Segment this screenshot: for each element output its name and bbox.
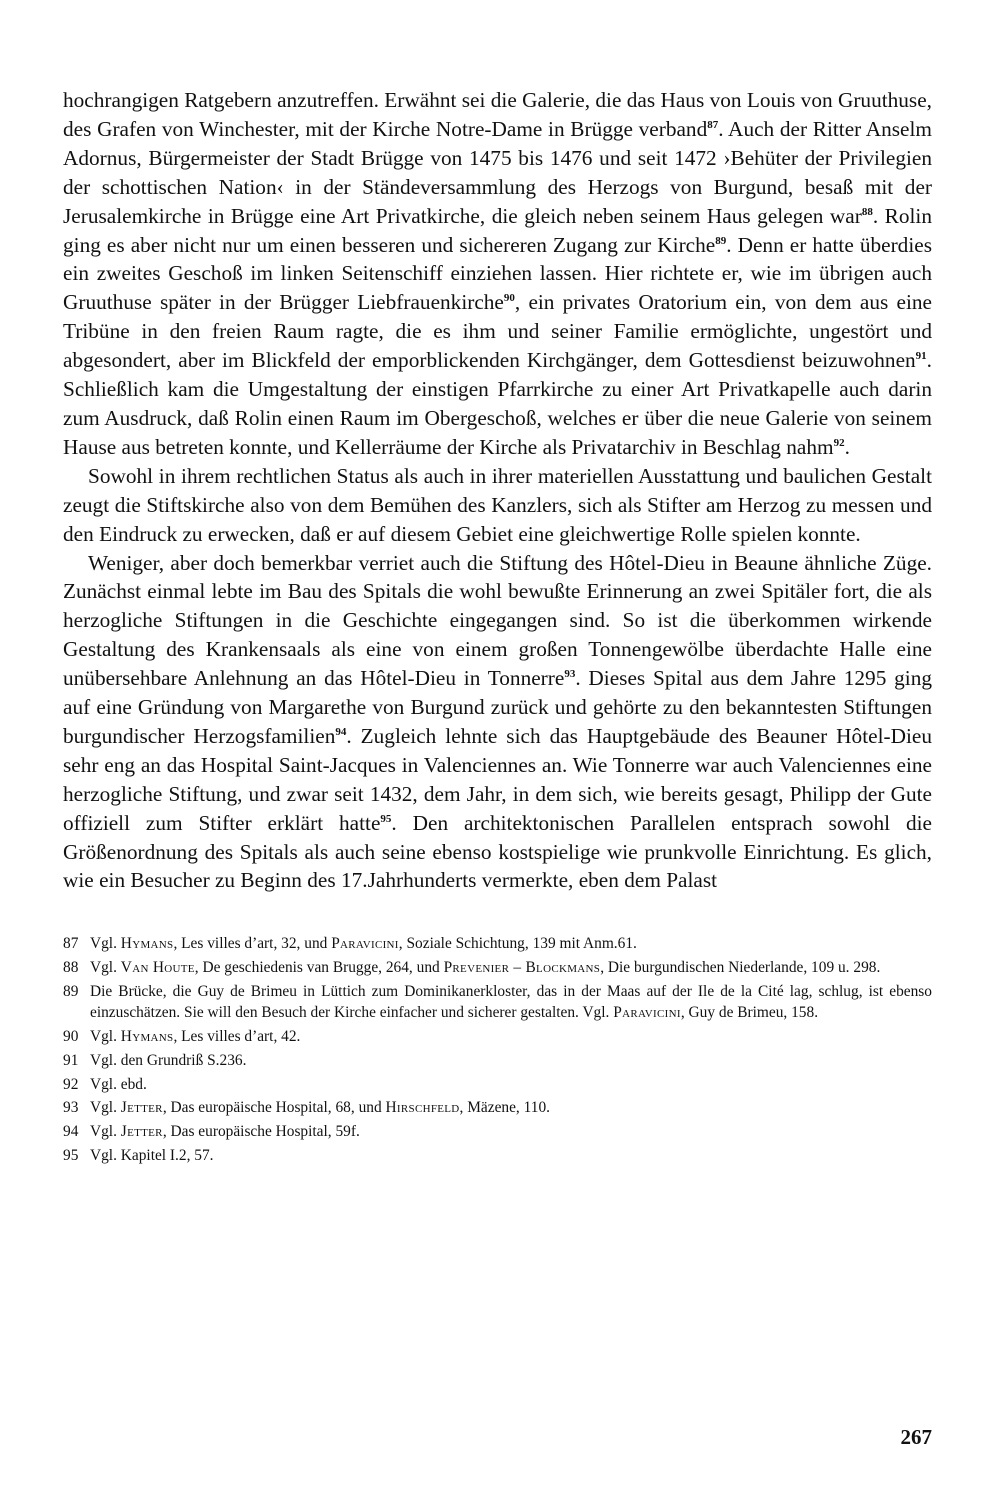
author-name: Jetter xyxy=(120,1123,163,1141)
text-run: , ein privates Oratorium ein, von dem aus eine Tribüne in den freien Raum ragte, die es ihm und seiner Familie ermöglichte, ungestört und abgesondert, aber im Blickfeld der emporblickenden Kirchgänger, dem Gottesdienst beizuwohnen xyxy=(63,290,932,373)
text-run: . Dieses Spital aus dem Jahre 1295 ging auf eine Gründung von Margarethe von Burgund zurück und gehörte zu den bekanntesten Stiftungen burgundischer Herzogsfamilien xyxy=(63,666,932,748)
page-number: 267 xyxy=(900,1425,932,1449)
footnote-text xyxy=(90,1097,932,1118)
author-name: Jetter xyxy=(120,1099,163,1117)
footnote-text xyxy=(90,1050,932,1071)
footnote-text-run: , Les villes d’art, 32, und xyxy=(173,935,332,953)
author-name: Hirschfeld xyxy=(385,1099,460,1117)
footnote-text-run: , Das europäische Hospital, 68, und xyxy=(162,1099,386,1117)
author-name: Paravicini xyxy=(613,1004,681,1022)
footnote-text-run: Vgl. xyxy=(90,1123,121,1141)
footnotes-section xyxy=(63,933,932,1166)
author-name: Paravicini xyxy=(331,935,399,953)
footnote-text-run: Vgl. xyxy=(90,959,121,977)
text-run: hochrangigen Ratgebern anzutreffen. Erwähnt sei die Galerie, die das Haus von Louis von Gruuthuse, des Grafen von Winchester, mit der Kirche Notre-Dame in Brügge verband xyxy=(63,88,932,141)
text-run: . xyxy=(844,434,850,459)
footnote-text-run: Vgl. Kapitel I.2, 57. xyxy=(90,1147,214,1165)
text-run: . Zugleich lehnte sich das Hauptgebäude des Beauner Hôtel-Dieu sehr eng an das Hospital Saint-Jacques in Valenciennes an. Wie Tonnerre war auch Valenciennes eine herzogliche Stiftung, und zwar seit 1432, dem Jahr, in dem sich, wie bereits gesagt, Philipp der Gute offiziell zum Stifter erklärt hatte xyxy=(63,723,932,835)
footnote-text xyxy=(90,1026,932,1047)
footnote-91 xyxy=(63,1050,932,1071)
footnote-93 xyxy=(63,1097,932,1118)
text-run: . Rolin ging es aber nicht nur um einen besseren und sichereren Zugang zur Kirche xyxy=(63,203,932,257)
footnote-text xyxy=(90,1121,932,1142)
footnote-text-run: , Das europäische Hospital, 59f. xyxy=(162,1123,360,1141)
footnote-text-run: , Die burgundischen Niederlande, 109 u. 298. xyxy=(600,959,881,977)
footnote-text xyxy=(90,957,932,978)
footnote-text-run: Vgl. ebd. xyxy=(90,1075,147,1093)
footnote-88 xyxy=(63,957,932,978)
footnote-ref-90[interactable]: 90 xyxy=(503,292,515,305)
footnote-89 xyxy=(63,981,932,1024)
author-name: Prevenier – Blockmans xyxy=(443,959,601,977)
body-paragraph-3 xyxy=(63,549,932,896)
footnote-text-run: Vgl. xyxy=(90,1028,121,1046)
footnote-ref-91[interactable]: 91 xyxy=(915,350,927,363)
footnote-87 xyxy=(63,933,932,954)
footnote-number: 92 xyxy=(63,1075,79,1093)
author-name: Hymans xyxy=(120,935,174,953)
footnote-number: 87 xyxy=(63,935,79,953)
footnote-text-run: , Guy de Brimeu, 158. xyxy=(680,1004,819,1022)
footnote-number: 93 xyxy=(63,1099,79,1117)
author-name: Hymans xyxy=(120,1028,174,1046)
footnote-ref-95[interactable]: 95 xyxy=(380,812,392,825)
footnote-text xyxy=(90,981,932,1024)
footnote-ref-89[interactable]: 89 xyxy=(715,234,727,247)
footnote-ref-87[interactable]: 87 xyxy=(707,118,719,131)
footnote-text-run: Vgl. den Grundriß S.236. xyxy=(90,1051,247,1069)
footnote-number: 88 xyxy=(63,959,79,977)
text-run: Weniger, aber doch bemerkbar verriet auch die Stiftung des Hôtel-Dieu in Beaune ähnliche Züge. Zunächst einmal lebte im Bau des Spitals die wohl bewußte Erinnerung an zwei Spitäler fort, die als herzogliche Stiftungen in die Geschichte eingegangen sind. So ist die überkommen wirkende Gestaltung des Krankensaals als eine von einem großen Tonnengewölbe überdachte Halle eine unübersehbare Anlehnung an das Hôtel-Dieu in Tonnerre xyxy=(63,550,932,691)
footnote-92 xyxy=(63,1074,932,1095)
footnote-text-run: , De geschiedenis van Brugge, 264, und xyxy=(194,959,444,977)
footnote-ref-93[interactable]: 93 xyxy=(564,668,576,681)
body-paragraph-2: Sowohl in ihrem rechtlichen Status als auch in ihrer materiellen Ausstattung und baulichen Gestalt zeugt die Stiftskirche also von dem Bemühen des Kanzlers, sich als Stifter am Herzog zu messen und den Eindruck zu erwecken, daß er auf diesem Gebiet eine gleichwertige Rolle spielen konnte. xyxy=(63,463,932,546)
footnote-separator xyxy=(63,895,932,933)
footnote-text xyxy=(90,933,932,954)
text-run: . Auch der Ritter Anselm Adornus, Bürgermeister der Stadt Brügge von 1475 bis 1476 und seit 1472 ›Behüter der Privilegien der schottischen Nation‹ in der Ständeversammlung des Herzogs von Burgund, besaß mit der Jerusalemkirche in Brügge eine Art Privatkirche, die gleich neben seinem Haus gelegen war xyxy=(63,116,932,228)
footnote-ref-92[interactable]: 92 xyxy=(833,436,845,449)
footnote-text xyxy=(90,1145,932,1166)
page-content xyxy=(63,86,932,1169)
footnote-text xyxy=(90,1074,932,1095)
author-name: Van Houte xyxy=(120,959,195,977)
footnote-number: 89 xyxy=(63,982,79,1000)
footnote-text-run: , Mäzene, 110. xyxy=(459,1099,550,1117)
footnote-text-run: Die Brücke, die Guy de Brimeu in Lüttich zum Dominikanerkloster, das in der Maas auf der Ile de la Cité lag, schlug, ist ebenso einzuschätzen. Sie will den Besuch der Kirche einfacher und sicherer gestalten. Vgl. xyxy=(90,982,932,1022)
body-paragraph-1 xyxy=(63,86,932,462)
footnote-number: 94 xyxy=(63,1123,79,1141)
footnote-ref-88[interactable]: 88 xyxy=(861,205,873,218)
footnote-95 xyxy=(63,1145,932,1166)
text-run: . Den architektonischen Parallelen entsprach sowohl die Größenordnung des Spitals als auch seine ebenso kostspielige wie prunkvolle Einrichtung. Es glich, wie ein Besucher zu Beginn des 17.Jahrhunderts vermerkte, eben dem Palast xyxy=(63,810,932,893)
footnote-number: 91 xyxy=(63,1051,79,1069)
footnote-94 xyxy=(63,1121,932,1142)
footnote-ref-94[interactable]: 94 xyxy=(335,725,347,738)
text-run: . Schließlich kam die Umgestaltung der einstigen Pfarrkirche zu einer Art Privatkapelle auch darin zum Ausdruck, daß Rolin einen Raum im Obergeschoß, welches er über die neue Galerie von seinem Hause aus betreten konnte, und Kellerräume der Kirche als Privatarchiv in Beschlag nahm xyxy=(63,348,932,459)
footnote-number: 95 xyxy=(63,1147,79,1165)
footnote-90 xyxy=(63,1026,932,1047)
text-run: . Denn er hatte überdies ein zweites Geschoß im linken Seitenschiff einziehen lassen. Hier richtete er, wie im übrigen auch Gruuthuse später in der Brügger Liebfrauenkirche xyxy=(63,232,932,315)
footnote-text-run: , Les villes d’art, 42. xyxy=(173,1028,301,1046)
footnote-text-run: , Soziale Schichtung, 139 mit Anm.61. xyxy=(398,935,637,953)
footnote-text-run: Vgl. xyxy=(90,935,121,953)
footnote-text-run: Vgl. xyxy=(90,1099,121,1117)
footnote-number: 90 xyxy=(63,1028,79,1046)
